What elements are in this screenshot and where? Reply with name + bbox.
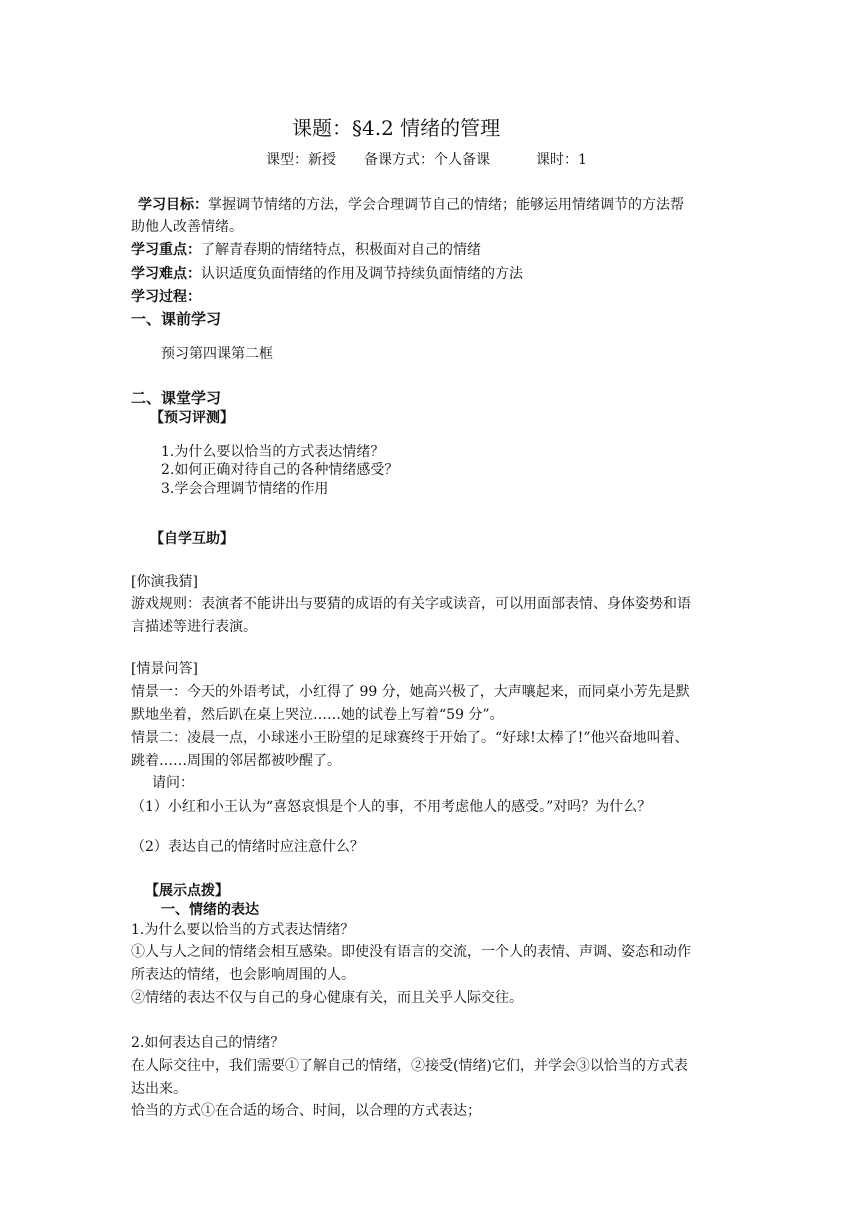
ask-label: 请问：: [152, 775, 194, 791]
answer2-method: 恰当的方式①在合适的场合、时间，以合理的方式表达；: [131, 1103, 481, 1119]
scene2-text-cont: 跳着……周围的邻居都被吵醒了。: [131, 753, 341, 769]
key-point-label: 学习重点：: [131, 242, 201, 258]
list-item: 1.为什么要以恰当的方式表达情绪？: [161, 444, 385, 460]
section2-heading: 二、课堂学习: [131, 389, 222, 407]
objective-text-cont: 助他人改善情绪。: [131, 219, 243, 235]
section1-text: 预习第四课第二框: [161, 346, 273, 362]
list-item: 2.如何正确对待自己的各种情绪感受？: [161, 462, 399, 478]
key-point-text: 了解青春期的情绪特点，积极面对自己的情绪: [201, 242, 481, 258]
answer2-question: 2.如何表达自己的情绪？: [131, 1035, 285, 1051]
scene2-text: 情景二：凌晨一点，小球迷小王盼望的足球赛终于开始了。“好球!太棒了!”他兴奋地叫着、: [131, 730, 689, 746]
scene1-text: 情景一：今天的外语考试，小红得了 99 分，她高兴极了，大声嚷起来，而同桌小芳先是默: [131, 684, 690, 700]
key-point-line: [131, 240, 481, 260]
section1-heading: 一、课前学习: [131, 310, 222, 328]
sub-heading: 一、情绪的表达: [161, 902, 259, 918]
game-rules: 游戏规则：表演者不能讲出与要猜的成语的有关字或读音，可以用面部表情、身体姿势和语: [131, 596, 691, 612]
class-hours: 课时：1: [536, 152, 587, 168]
answer1-point1-cont: 所表达的情绪，也会影响周围的人。: [131, 967, 355, 983]
question-2: （2）表达自己的情绪时应注意什么？: [131, 839, 364, 855]
objective-label: 学习目标：: [138, 197, 208, 213]
prep-method: 备课方式：个人备课: [364, 152, 490, 168]
answer2-text: 在人际交往中，我们需要①了解自己的情绪，②接受(情绪)它们，并学会③以恰当的方式表: [131, 1058, 688, 1074]
game-rules-cont: 言描述等进行表演。: [131, 619, 257, 635]
lesson-type: 课型：新授: [266, 152, 336, 168]
answer1-question: 1.为什么要以恰当的方式表达情绪？: [131, 922, 355, 938]
self-study-heading: 【自学互助】: [150, 531, 234, 547]
answer1-point1: ①人与人之间的情绪会相互感染。即使没有语言的交流，一个人的表情、声调、姿态和动作: [131, 944, 691, 960]
list-item: 3.学会合理调节情绪的作用: [161, 481, 329, 497]
difficulty-text: 认识适度负面情绪的作用及调节持续负面情绪的方法: [201, 266, 523, 282]
lesson-meta: [266, 150, 587, 170]
page-title: 课题：§4.2 情绪的管理: [292, 116, 501, 140]
objective-line: [138, 195, 684, 215]
process-label: 学习过程：: [131, 289, 201, 305]
question-1: （1）小红和小王认为“喜怒哀惧是个人的事，不用考虑他人的感受。”对吗？为什么？: [131, 799, 652, 815]
show-heading: 【展示点拨】: [145, 883, 229, 899]
scene1-text-cont: 默地坐着，然后趴在桌上哭泣……她的试卷上写着“59 分”。: [131, 707, 504, 723]
answer1-point2: ②情绪的表达不仅与自己的身心健康有关，而且关乎人际交往。: [131, 990, 523, 1006]
game-tag: [你演我猜]: [131, 574, 198, 590]
preview-heading: 【预习评测】: [150, 410, 234, 426]
objective-text: 掌握调节情绪的方法，学会合理调节自己的情绪；能够运用情绪调节的方法帮: [208, 197, 684, 213]
difficulty-label: 学习难点：: [131, 266, 201, 282]
difficulty-line: [131, 264, 523, 284]
scene-tag: [情景问答]: [131, 661, 198, 677]
answer2-text-cont: 达出来。: [131, 1081, 187, 1097]
